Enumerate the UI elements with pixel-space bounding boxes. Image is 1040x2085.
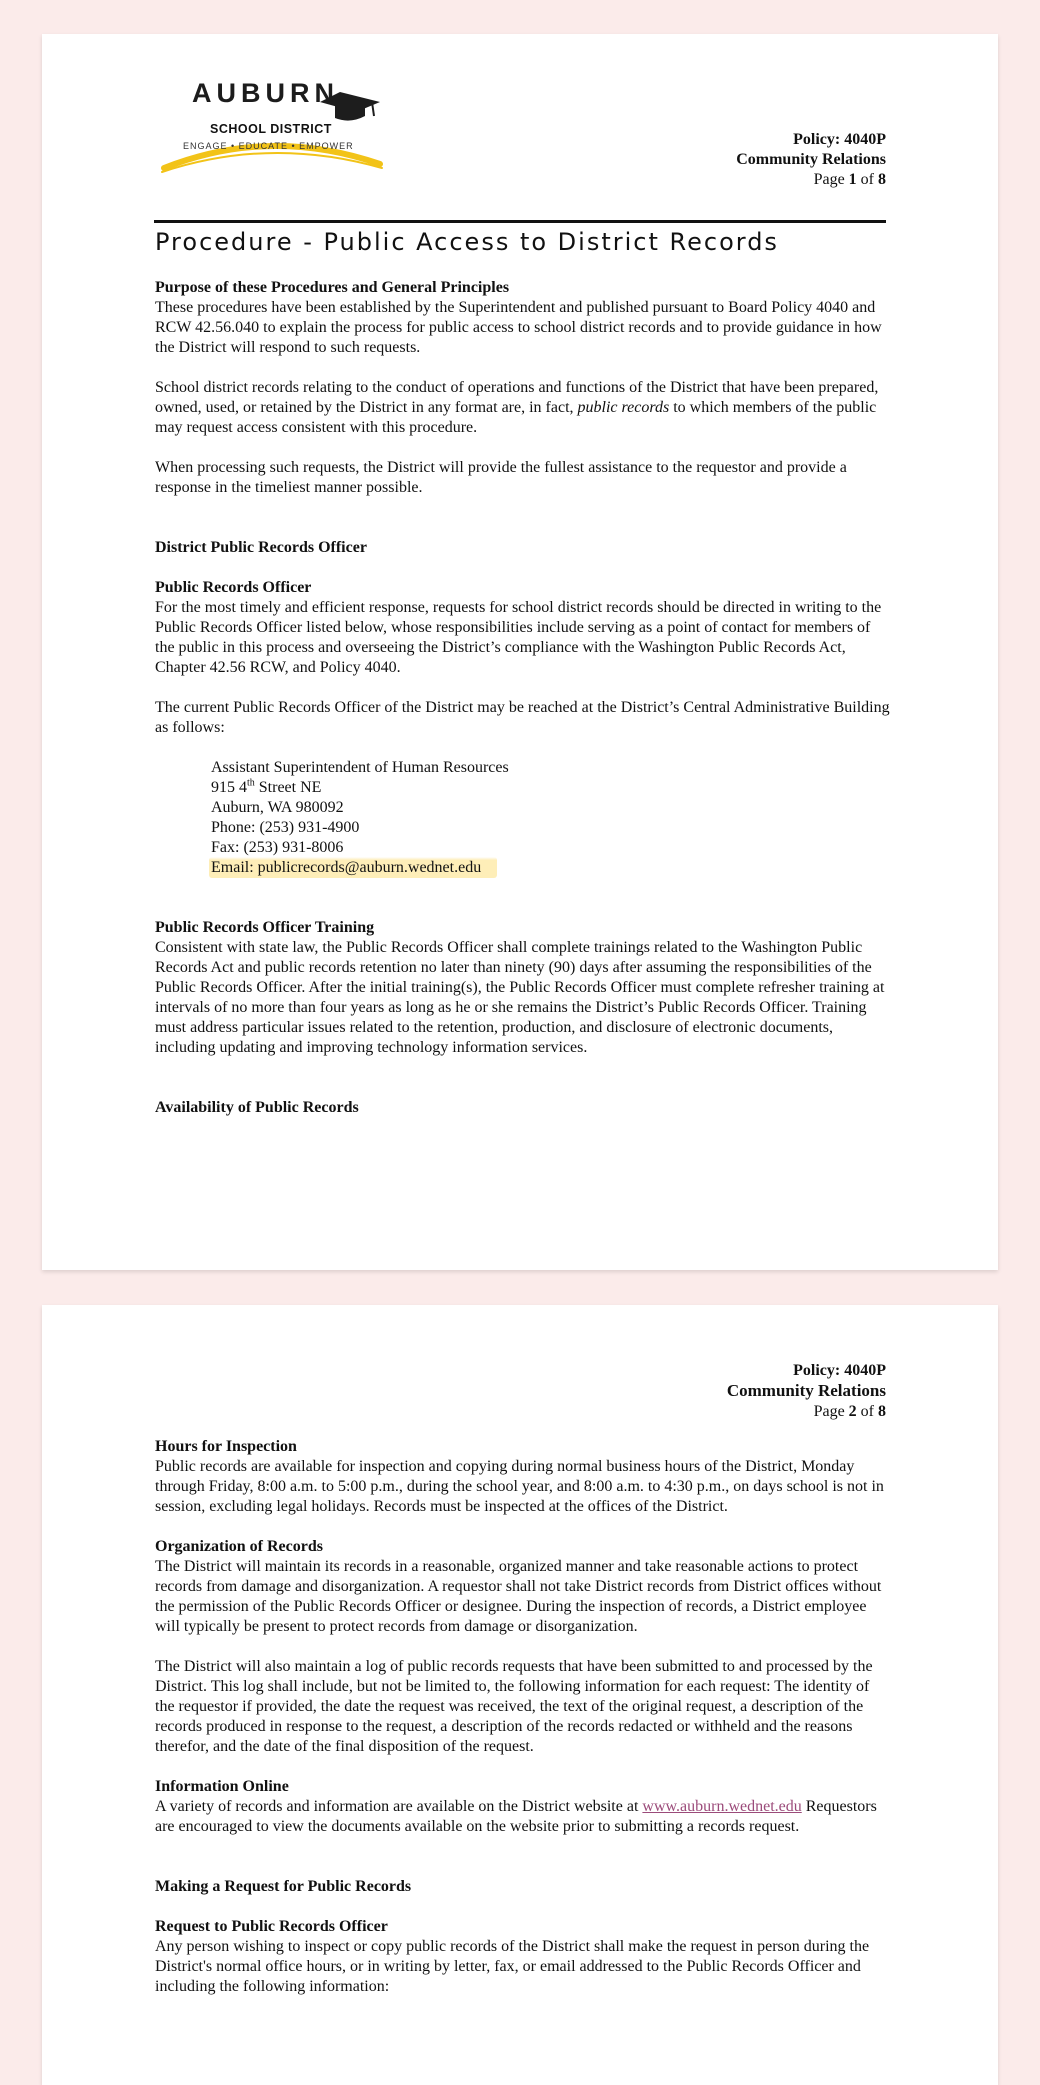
district-website-link[interactable]: www.auburn.wednet.edu bbox=[642, 1798, 802, 1815]
organization-paragraph-2: The District will also maintain a log of public records requests that have been submitted to and processed by the District. This log shall include, but not be limited to, the following information for each request: The identity of the requestor if provided, the date the request was received, the text of the original request, a description of the records produced in response to the request, a description of the records redacted or withheld and the reasons therefor, and the date of the final disposition of the request. bbox=[155, 1658, 873, 1755]
request-paragraph: Any person wishing to inspect or copy public records of the District shall make the request in person during the District's normal office hours, or in writing by letter, fax, or email addressed to the Public Records Officer and including the following information: bbox=[155, 1938, 870, 1995]
page-indicator: Page 1 of 8 bbox=[813, 171, 886, 188]
purpose-paragraph-3: When processing such requests, the District will provide the fullest assistance to the requestor and provide a response in the timeliest manner possible. bbox=[155, 459, 847, 496]
policy-number: Policy: 4040P bbox=[793, 1362, 886, 1379]
availability-heading: Availability of Public Records bbox=[155, 1099, 359, 1116]
hours-paragraph: Public records are available for inspection and copying during normal business hours of the District, Monday through Friday, 8:00 a.m. to 5:00 p.m., during the school year, and 8:00 a.m. to 4:30 p.m., on days school is not in session, excluding legal holidays. Records must be inspected at the offices of the District. bbox=[155, 1458, 884, 1515]
document-page-2 bbox=[42, 1305, 998, 2085]
purpose-heading: Purpose of these Procedures and General Principles bbox=[155, 279, 510, 296]
officer-heading: Public Records Officer bbox=[155, 579, 312, 596]
hours-heading: Hours for Inspection bbox=[155, 1438, 297, 1455]
address-title: Assistant Superintendent of Human Resources bbox=[211, 759, 509, 776]
policy-number: Policy: 4040P bbox=[793, 131, 886, 148]
title-rule bbox=[154, 220, 886, 223]
info-online-paragraph: A variety of records and information are available on the District website at www.auburn.wednet.edu Requestors are encouraged to view the documents available on the website prior to submitting a records request. bbox=[155, 1798, 877, 1835]
training-paragraph: Consistent with state law, the Public Records Officer shall complete trainings related to the Washington Public Records Act and public records retention no later than ninety (90) days after assuming the responsibilities of the Public Records Officer. After the initial training(s), the Public Records Officer must complete refresher training at intervals of no more than four years as long as he or she remains the District’s Public Records Officer. Training must address particular issues related to the retention, production, and disclosure of electronic documents, including updating and improving technology information services. bbox=[155, 939, 885, 1056]
policy-header bbox=[727, 1361, 886, 1422]
page-indicator: Page 2 of 8 bbox=[813, 1403, 886, 1420]
address-city: Auburn, WA 980092 bbox=[211, 799, 344, 816]
officer-address bbox=[211, 758, 890, 878]
address-fax: Fax: (253) 931-8006 bbox=[211, 839, 344, 856]
policy-section: Community Relations bbox=[726, 1381, 886, 1400]
document-title: Procedure - Public Access to District Records bbox=[155, 228, 779, 256]
logo-name: AUBURN bbox=[192, 78, 339, 108]
logo-subtitle: SCHOOL DISTRICT bbox=[210, 122, 332, 136]
officer-section-heading: District Public Records Officer bbox=[155, 539, 367, 556]
district-logo bbox=[160, 76, 390, 188]
request-officer-heading: Request to Public Records Officer bbox=[155, 1918, 388, 1935]
document-page-1 bbox=[42, 34, 998, 1270]
officer-paragraph-1: For the most timely and efficient response, requests for school district records should be directed in writing to the Public Records Officer listed below, whose responsibilities include serving as a point of contact for members of the public in this process and overseeing the District’s compliance with the Washington Public Records Act, Chapter 42.56 RCW, and Policy 4040. bbox=[155, 599, 882, 676]
officer-paragraph-2: The current Public Records Officer of the District may be reached at the District’s Central Administrative Building as follows: bbox=[155, 699, 890, 736]
address-street: 915 4th Street NE bbox=[211, 777, 322, 796]
organization-heading: Organization of Records bbox=[155, 1538, 323, 1555]
info-online-heading: Information Online bbox=[155, 1778, 289, 1795]
purpose-paragraph-1: These procedures have been established by the Superintendent and published pursuant to Board Policy 4040 and RCW 42.56.040 to explain the process for public access to school district records and to provide guidance in how the District will respond to such requests. bbox=[155, 299, 882, 356]
logo-tagline: ENGAGE • EDUCATE • EMPOWER bbox=[183, 141, 354, 151]
purpose-paragraph-2: School district records relating to the conduct of operations and functions of the District that have been prepared, owned, used, or retained by the District in any format are, in fact, public records to which members of the public may request access consistent with this procedure. bbox=[155, 379, 879, 436]
making-request-heading: Making a Request for Public Records bbox=[155, 1878, 412, 1895]
page1-content bbox=[155, 278, 890, 1118]
policy-header bbox=[736, 130, 886, 190]
page2-content bbox=[155, 1437, 890, 1997]
address-email-highlighted: Email: publicrecords@auburn.wednet.edu bbox=[209, 857, 497, 878]
policy-section: Community Relations bbox=[736, 151, 886, 168]
training-heading: Public Records Officer Training bbox=[155, 919, 375, 936]
organization-paragraph-1: The District will maintain its records in a reasonable, organized manner and take reasonable actions to protect records from damage and disorganization. A requestor shall not take District records from District offices without the permission of the Public Records Officer or designee. During the inspection of records, a District employee will typically be present to protect records from damage or disorganization. bbox=[155, 1558, 882, 1635]
address-phone: Phone: (253) 931-4900 bbox=[211, 819, 360, 836]
